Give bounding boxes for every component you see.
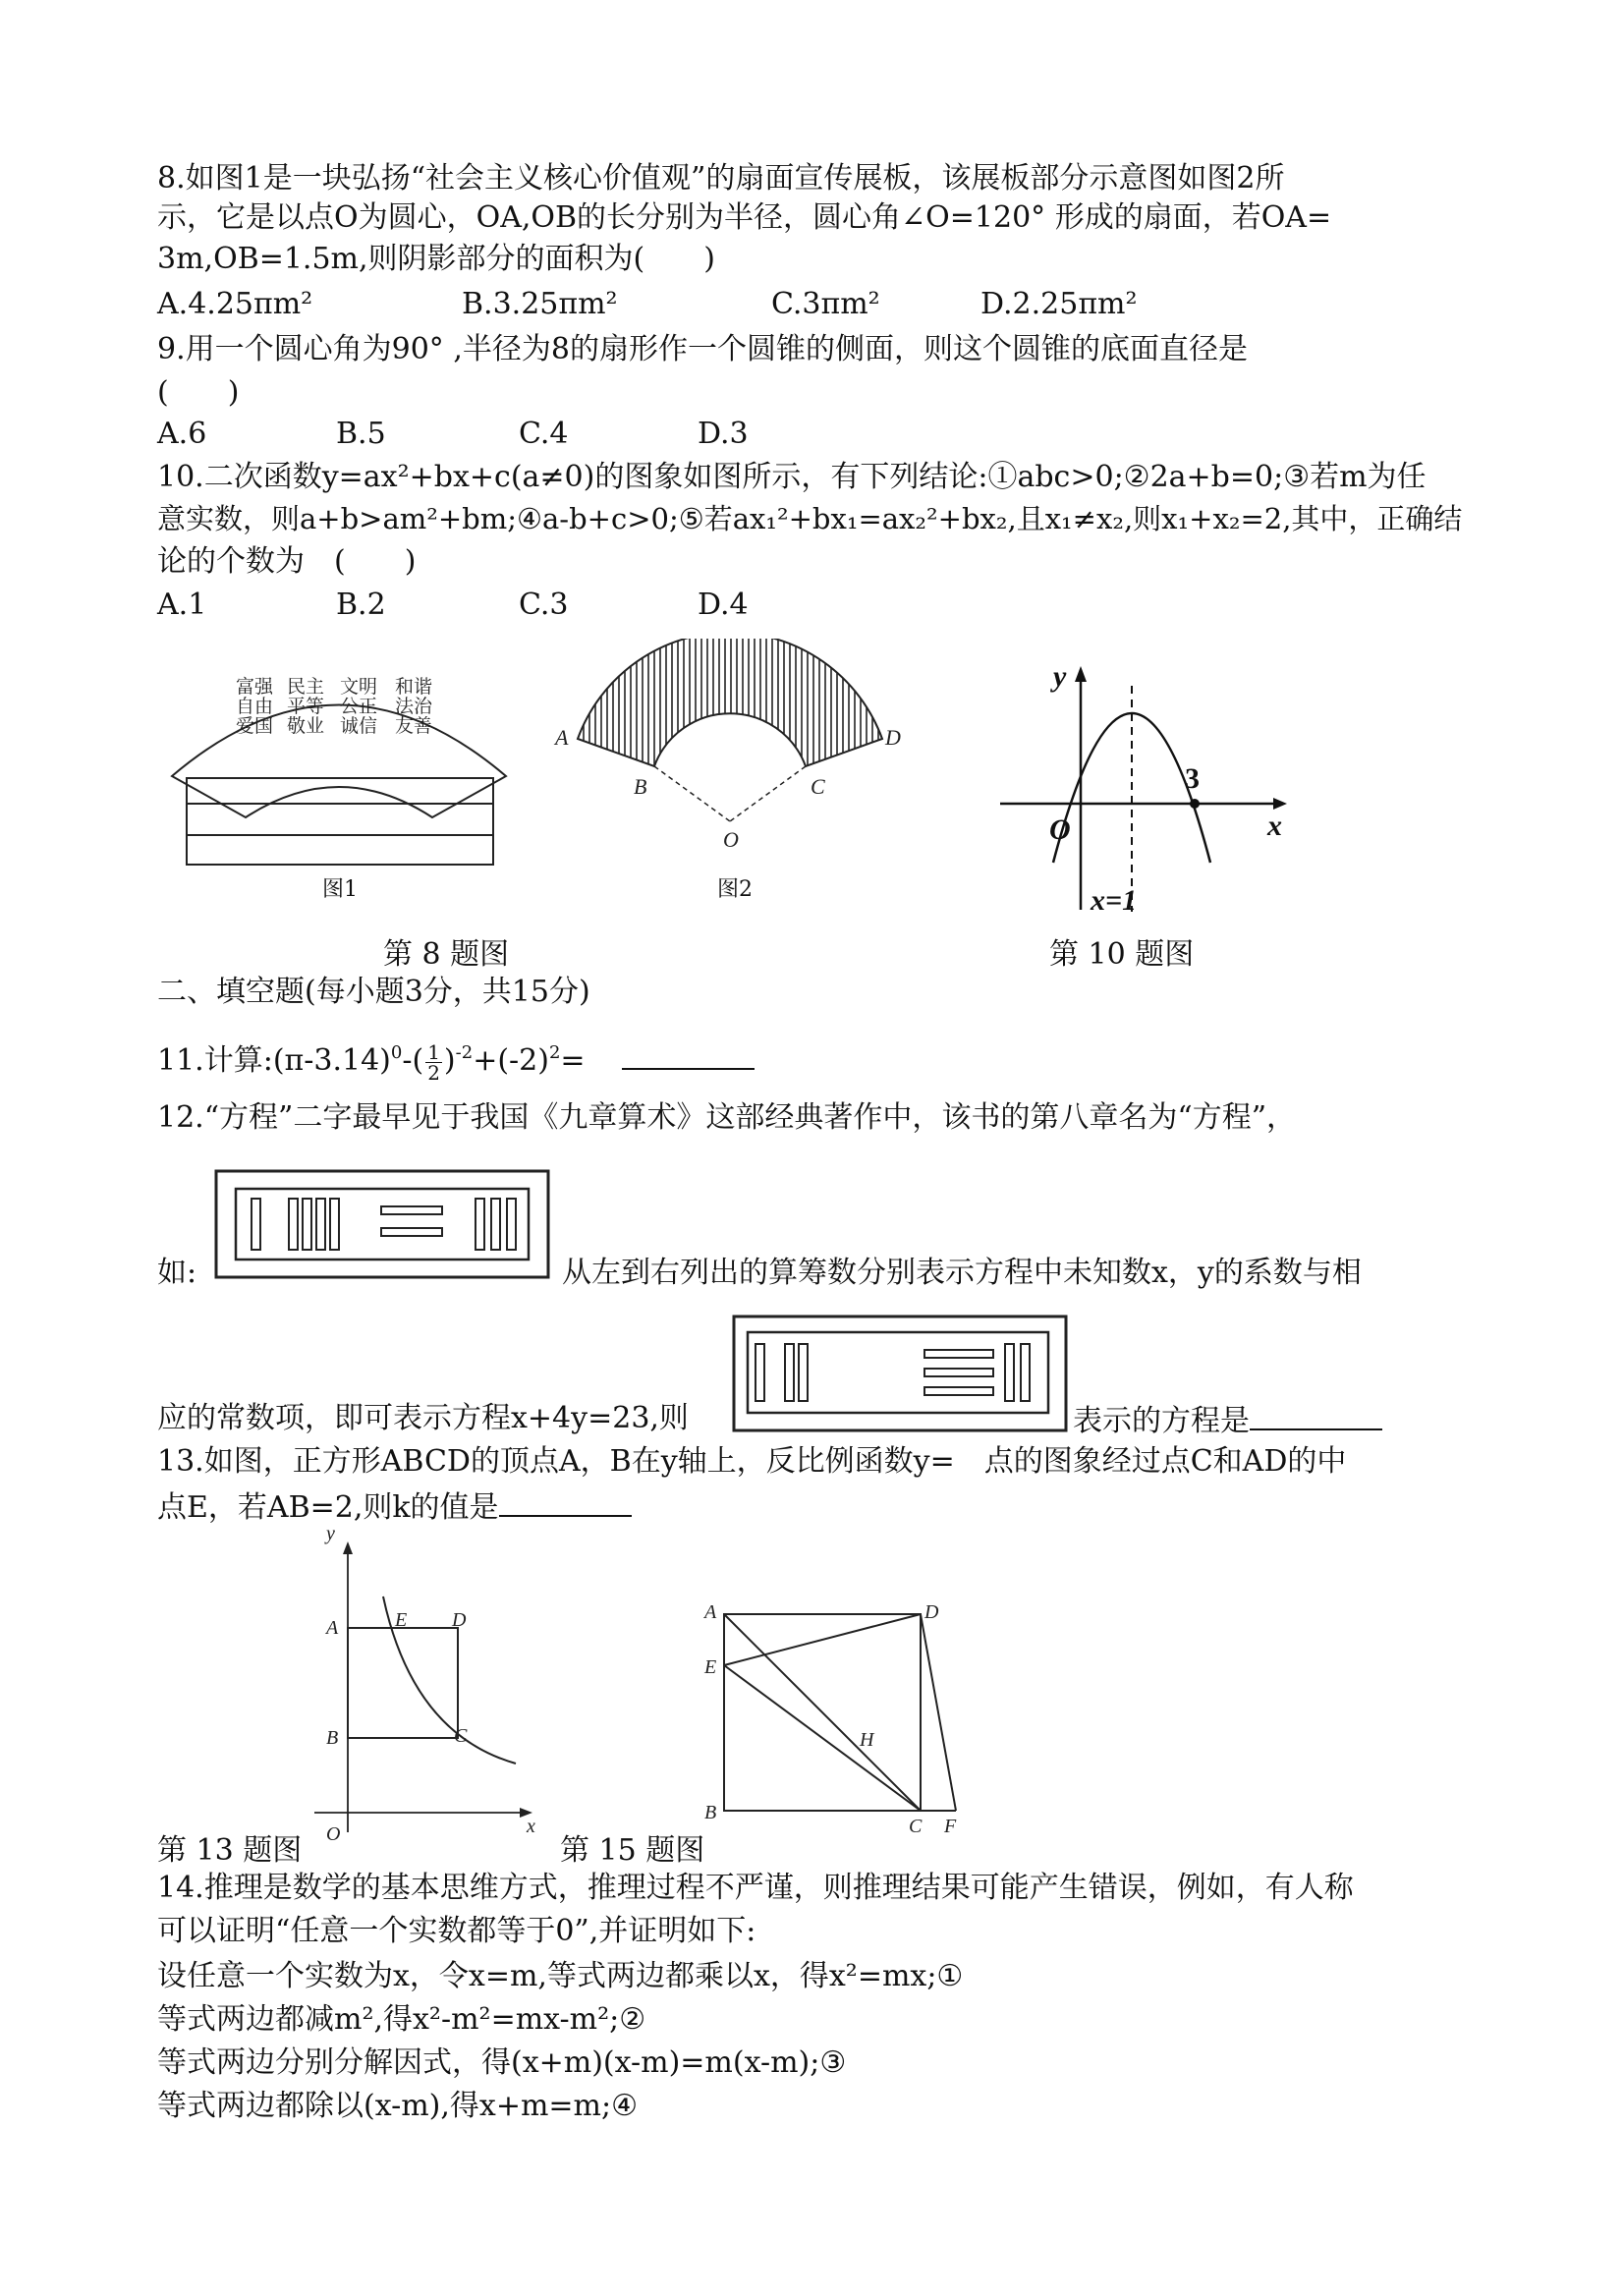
figure-15-square	[693, 1587, 978, 1832]
q11-exp3: 2	[548, 1042, 561, 1063]
fig13-label-x: x	[527, 1816, 535, 1837]
fig13-label-a: A	[326, 1617, 339, 1639]
figure-2-annular-sector	[545, 639, 919, 874]
fig13-label-d: D	[452, 1609, 467, 1631]
fig13-label-o: O	[326, 1823, 341, 1842]
figure-15-caption: 第 15 题图	[560, 1833, 705, 1868]
figure-10-caption: 第 10 题图	[1049, 937, 1195, 972]
fig10-label-origin: O	[1049, 813, 1071, 846]
figure-2-caption: 图2	[717, 877, 753, 902]
q10-option-d: D.4	[698, 588, 749, 622]
fig13-label-c: C	[454, 1725, 468, 1747]
counting-rods-question	[732, 1315, 1068, 1432]
q8-line2: 示，它是以点O为圆心，OA,OB的长分别为半径，圆心角∠O=120° 形成的扇面，若OA=	[157, 200, 1332, 235]
q11-close: )	[443, 1043, 456, 1078]
figure-10-parabola	[992, 656, 1307, 922]
q9-option-c: C.4	[519, 417, 569, 451]
fig13-label-e: E	[395, 1609, 408, 1631]
fan-text-youshan: 友善	[395, 716, 433, 737]
counting-rods-example	[214, 1169, 550, 1279]
fig10-label-y: y	[1053, 660, 1067, 693]
q12-line2: 从左到右列出的算筹数分别表示方程中未知数x，y的系数与相	[562, 1256, 1362, 1290]
q14-line5: 等式两边分别分解因式，得(x+m)(x-m)=m(x-m);③	[157, 2045, 847, 2080]
q12-ru: 如:	[157, 1256, 197, 1290]
fig2-label-b: B	[634, 774, 647, 799]
fan-text-pingdeng: 平等	[287, 697, 325, 717]
q13-line1: 13.如图，正方形ABCD的顶点A，B在y轴上，反比例函数y= 点的图象经过点C和AD的中	[157, 1444, 1347, 1479]
fig15-label-h: H	[860, 1729, 874, 1751]
q11-prefix: 11.计算:(π-3.14)	[157, 1043, 391, 1078]
figure-1-fan-board	[167, 648, 511, 884]
figure-1-caption: 图1	[322, 877, 358, 902]
fig10-label-axis: x=1	[1091, 884, 1138, 917]
fig15-label-f: F	[944, 1816, 957, 1832]
q11-exp2: -2	[455, 1042, 474, 1063]
q9-option-b: B.5	[336, 417, 386, 451]
fan-text-aiguo: 爱国	[236, 716, 274, 737]
q12-line3: 应的常数项，即可表示方程x+4y=23,则	[157, 1401, 689, 1435]
q12-line3b-text: 表示的方程是	[1073, 1404, 1250, 1438]
q14-line4: 等式两边都减m²,得x²-m²=mx-m²;②	[157, 2002, 646, 2037]
q10-line2: 意实数，则a+b>am²+bm;④a-b+c>0;⑤若ax₁²+bx₁=ax₂²+bx₂,且x₁≠x₂,则x₁+x₂=2,其中，正确结	[157, 502, 1463, 535]
figure-13-square-hyperbola	[305, 1528, 550, 1842]
q13-line2	[157, 1485, 632, 1528]
q9-line1: 9.用一个圆心角为90° ,半径为8的扇形作一个圆锥的侧面，则这个圆锥的底面直径是	[157, 332, 1248, 366]
fig10-label-x: x	[1267, 810, 1282, 842]
q10-option-c: C.3	[519, 588, 569, 622]
q10-line1: 10.二次函数y=ax²+bx+c(a≠0)的图象如图所示，有下列结论:①abc>0;②2a+b=0;③若m为任	[157, 460, 1427, 494]
q10-option-a: A.1	[157, 588, 207, 622]
q11-answer-blank[interactable]	[622, 1038, 755, 1070]
fig2-label-c: C	[811, 774, 825, 799]
q8-line3: 3m,OB=1.5m,则阴影部分的面积为( )	[157, 242, 715, 276]
fig15-label-e: E	[704, 1656, 717, 1678]
fig13-label-b: B	[326, 1727, 339, 1749]
q12-answer-blank[interactable]	[1250, 1399, 1382, 1430]
fan-text-wenming: 文明	[340, 677, 378, 698]
fig13-label-y: y	[326, 1528, 335, 1544]
fig15-label-a: A	[704, 1601, 717, 1623]
q14-line1: 14.推理是数学的基本思维方式，推理过程不严谨，则推理结果可能产生错误，例如，有人称	[157, 1871, 1354, 1905]
fig2-label-a: A	[555, 725, 569, 750]
q8-line1: 8.如图1是一块弘扬“社会主义核心价值观”的扇面宣传展板，该展板部分示意图如图2所	[157, 161, 1285, 196]
q9-option-d: D.3	[698, 417, 749, 451]
fan-text-fuqiang: 富强	[236, 677, 274, 698]
q9-line2: ( )	[157, 375, 240, 410]
q14-line3: 设任意一个实数为x，令x=m,等式两边都乘以x，得x²=mx;①	[157, 1959, 964, 1993]
fan-text-minzhu: 民主	[287, 677, 325, 698]
q11-fraction	[425, 1039, 442, 1085]
q10-option-b: B.2	[336, 588, 386, 622]
q11-line	[157, 1034, 755, 1083]
section-2-heading: 二、填空题(每小题3分，共15分)	[157, 975, 590, 1009]
fan-text-chengxin: 诚信	[340, 716, 378, 737]
q8-option-b: B.3.25πm²	[462, 287, 618, 321]
fan-text-fazhi: 法治	[395, 697, 433, 717]
fig15-label-d: D	[924, 1601, 939, 1623]
q12-line3b	[1073, 1399, 1382, 1441]
fan-text-hexie: 和谐	[395, 677, 433, 698]
fan-text-jingye: 敬业	[287, 716, 325, 737]
q8-option-a: A.4.25πm²	[157, 287, 313, 321]
q13-line2-text: 点E，若AB=2,则k的值是	[157, 1490, 499, 1525]
q10-line3: 论的个数为 ( )	[157, 544, 417, 579]
q14-line2: 可以证明“任意一个实数都等于0”,并证明如下:	[157, 1914, 756, 1948]
q11-rest: +(-2)	[473, 1043, 549, 1078]
q8-option-d: D.2.25πm²	[980, 287, 1138, 321]
q11-minus: -(	[402, 1043, 424, 1078]
q8-option-c: C.3πm²	[771, 287, 880, 321]
q11-eq: =	[560, 1043, 586, 1078]
q14-line6: 等式两边都除以(x-m),得x+m=m;④	[157, 2089, 639, 2123]
q11-numerator: 1	[427, 1039, 440, 1064]
fig15-label-c: C	[909, 1816, 923, 1832]
figure-8-caption: 第 8 题图	[383, 937, 510, 972]
q12-line1: 12.“方程”二字最早见于我国《九章算术》这部经典著作中，该书的第八章名为“方程”，	[157, 1100, 1297, 1135]
q9-option-a: A.6	[157, 417, 207, 451]
fan-text-gongzheng: 公正	[340, 697, 378, 717]
fig10-label-three: 3	[1185, 762, 1200, 795]
fig15-label-b: B	[704, 1802, 717, 1823]
q11-exp0: 0	[390, 1042, 403, 1063]
fan-text-ziyou: 自由	[236, 697, 274, 717]
fig2-label-d: D	[885, 725, 901, 750]
q11-denominator: 2	[427, 1060, 440, 1085]
q13-answer-blank[interactable]	[499, 1485, 632, 1517]
fig2-label-o: O	[723, 827, 739, 852]
figure-13-caption: 第 13 题图	[157, 1833, 303, 1868]
